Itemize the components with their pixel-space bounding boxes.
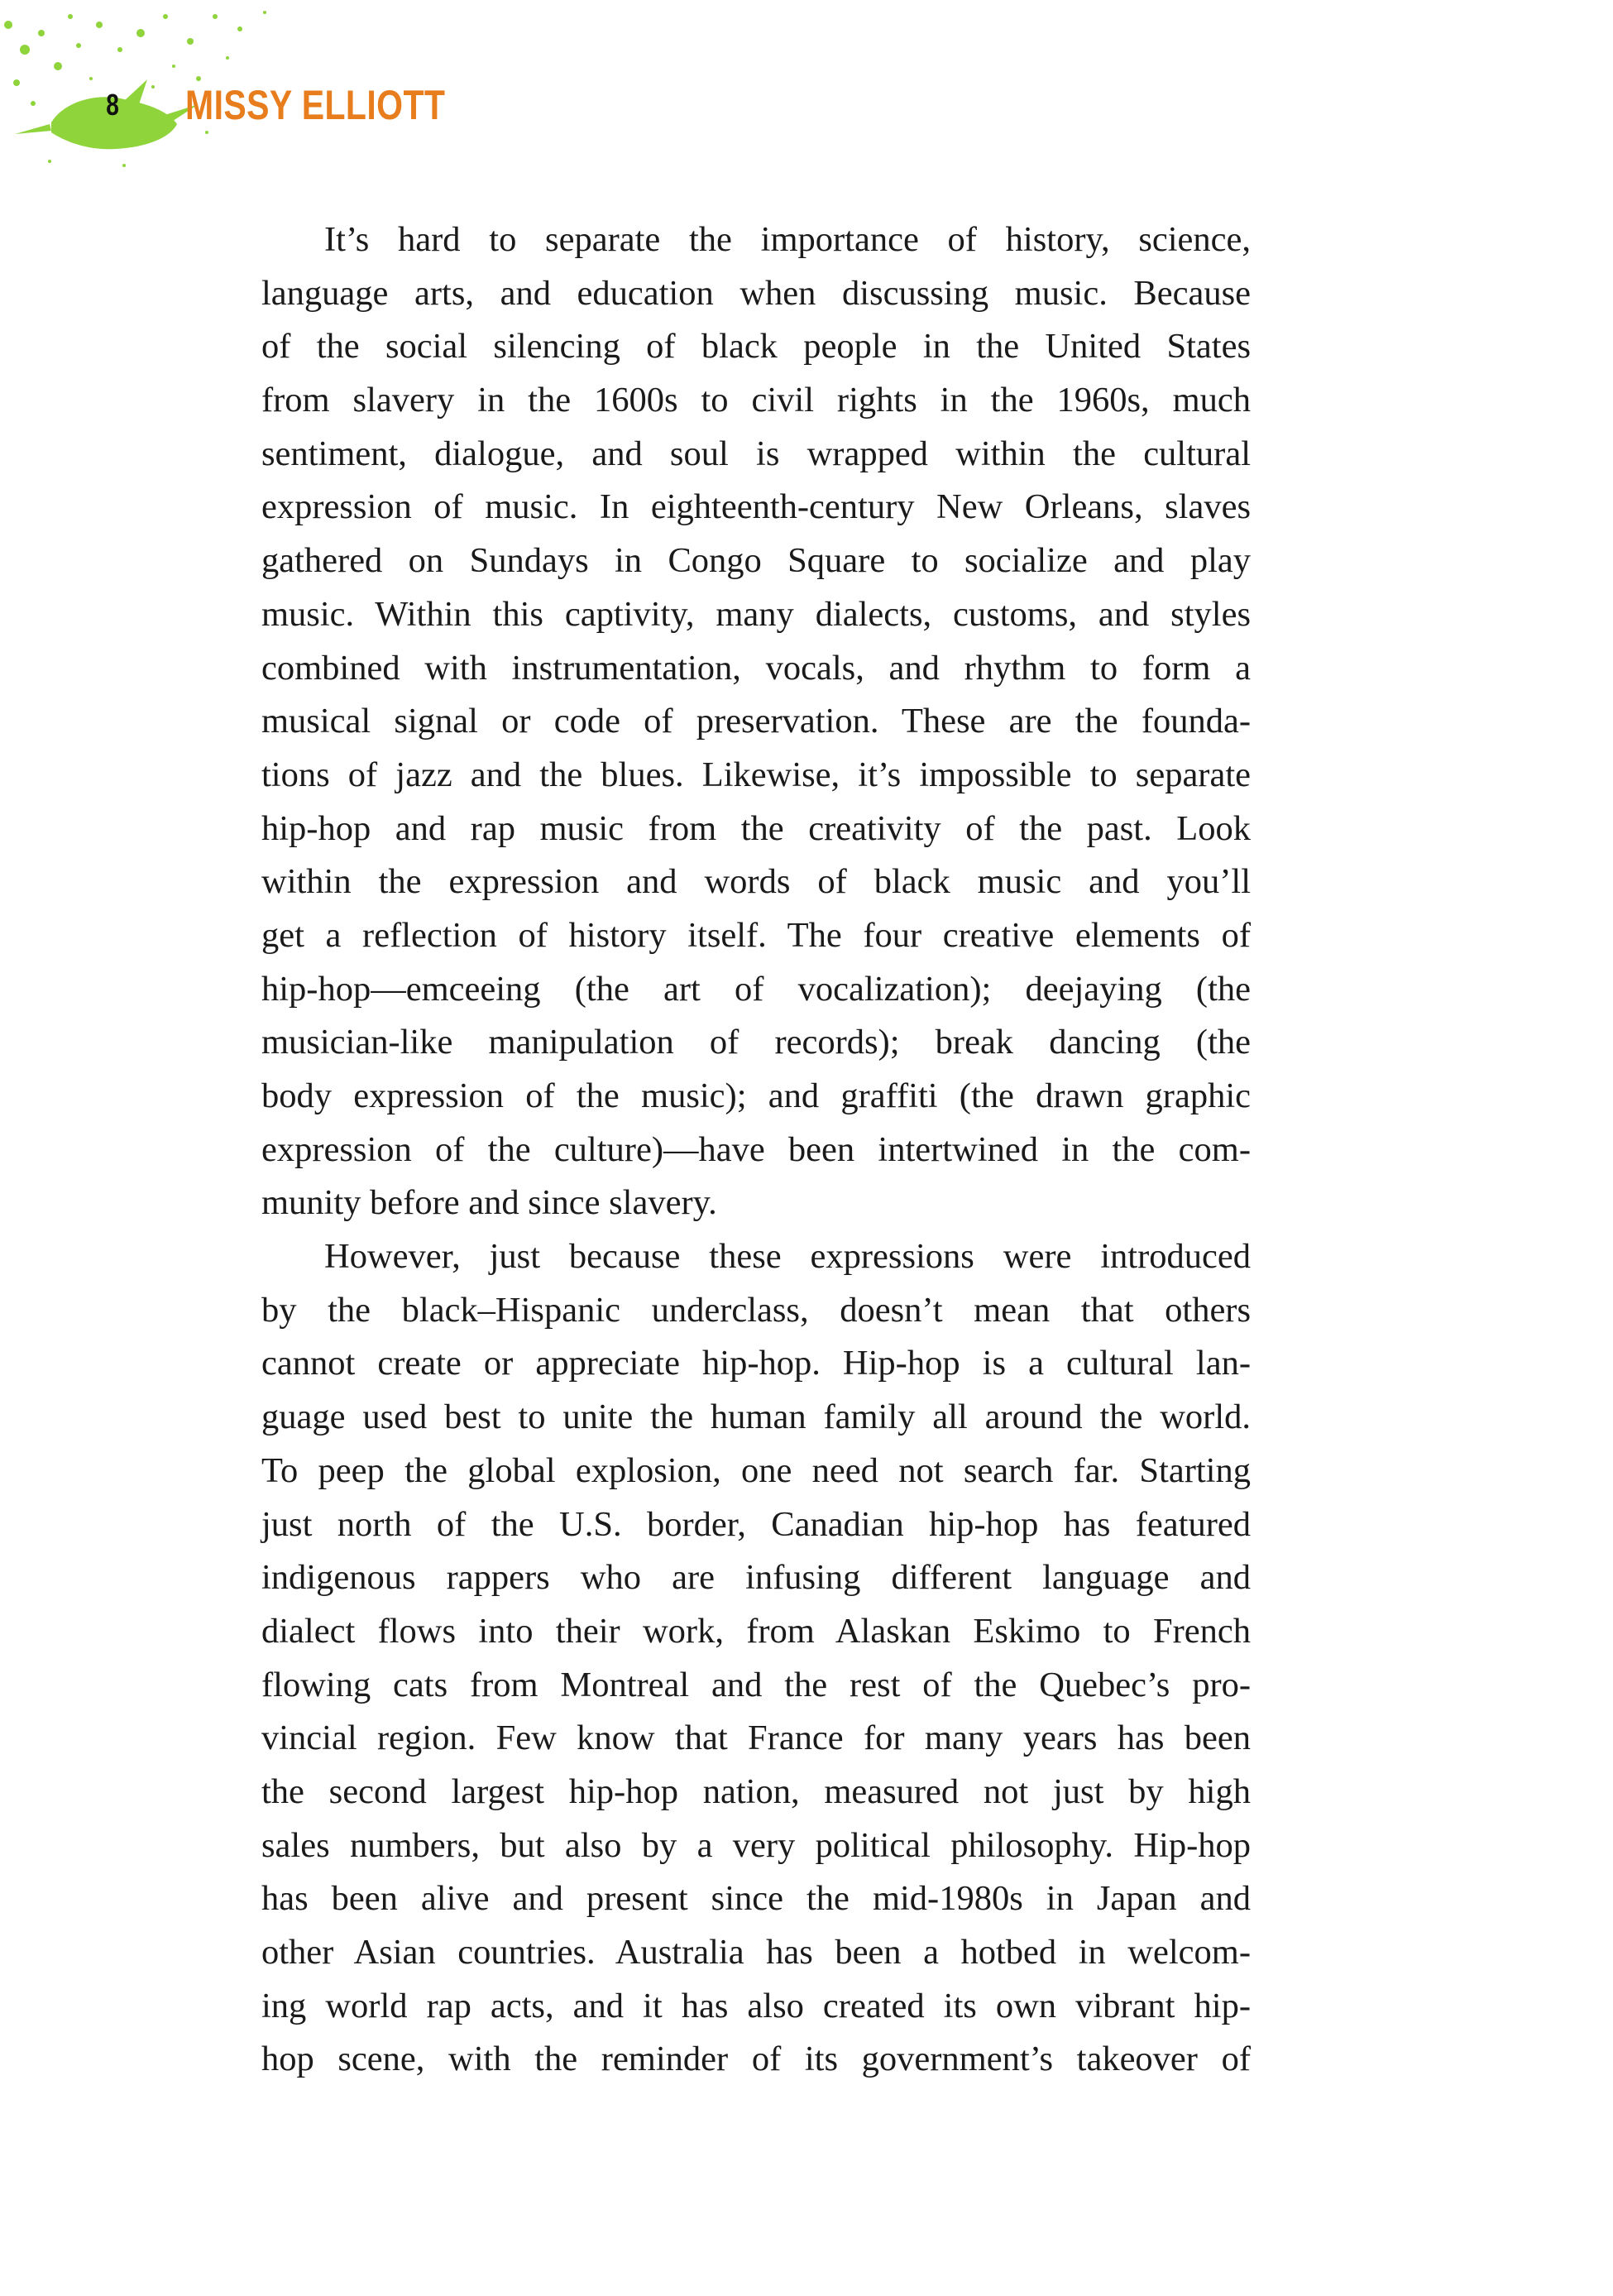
- text-line: hip-hop—emceeing (the art of vocalization); deejaying (the: [261, 969, 1251, 1009]
- text-line: expression of the culture)—have been intertwined in the com-: [261, 1129, 1251, 1169]
- text-line: hip-hop and rap music from the creativity of the past. Look: [261, 808, 1251, 848]
- text-line: To peep the global explosion, one need not search far. Starting: [261, 1450, 1251, 1490]
- book-title: MISSY ELLIOTT: [185, 82, 446, 128]
- text-line: dialect flows into their work, from Alaskan Eskimo to French: [261, 1611, 1251, 1651]
- text-line: ing world rap acts, and it has also created its own vibrant hip-: [261, 1986, 1251, 2025]
- running-head: [0, 76, 744, 134]
- text-line: within the expression and words of black music and you’ll: [261, 862, 1251, 902]
- text-line: hop scene, with the reminder of its government’s takeover of: [261, 2040, 1251, 2079]
- text-line: cannot create or appreciate hip-hop. Hip-hop is a cultural lan-: [261, 1344, 1251, 1383]
- text-line: However, just because these expressions were introduced: [324, 1237, 1251, 1277]
- text-line: from slavery in the 1600s to civil rights in the 1960s, much: [261, 381, 1251, 420]
- text-line: gathered on Sundays in Congo Square to socialize and play: [261, 541, 1251, 581]
- text-line: musician-like manipulation of records); break dancing (the: [261, 1023, 1251, 1062]
- text-line: tions of jazz and the blues. Likewise, it’s impossible to separate: [261, 755, 1251, 794]
- text-line: by the black–Hispanic underclass, doesn’t mean that others: [261, 1290, 1251, 1330]
- text-line: flowing cats from Montreal and the rest of the Quebec’s pro-: [261, 1665, 1251, 1704]
- text-line: has been alive and present since the mid-1980s in Japan and: [261, 1879, 1251, 1919]
- text-line: language arts, and education when discussing music. Because: [261, 273, 1251, 313]
- text-line: indigenous rappers who are infusing different language and: [261, 1558, 1251, 1598]
- text-line: combined with instrumentation, vocals, and rhythm to form a: [261, 648, 1251, 688]
- text-line: just north of the U.S. border, Canadian hip-hop has featured: [261, 1504, 1251, 1544]
- text-line: It’s hard to separate the importance of history, science,: [324, 220, 1251, 259]
- text-line: music. Within this captivity, many dialects, customs, and styles: [261, 594, 1251, 634]
- text-line: vincial region. Few know that France for many years has been: [261, 1718, 1251, 1758]
- text-line: musical signal or code of preservation. These are the founda-: [261, 702, 1251, 741]
- body-text: [261, 213, 1251, 2087]
- text-line: guage used best to unite the human family all around the world.: [261, 1397, 1251, 1437]
- text-line: munity before and since slavery.: [261, 1183, 717, 1223]
- paragraph-1: [261, 213, 1251, 1230]
- text-line: body expression of the music); and graffiti (the drawn graphic: [261, 1076, 1251, 1115]
- text-line: sentiment, dialogue, and soul is wrapped within the cultural: [261, 434, 1251, 473]
- text-line: sales numbers, but also by a very political philosophy. Hip-hop: [261, 1825, 1251, 1865]
- text-line: of the social silencing of black people in the United States: [261, 327, 1251, 367]
- text-line: the second largest hip-hop nation, measured not just by high: [261, 1771, 1251, 1811]
- paragraph-2: [261, 1230, 1251, 2087]
- text-line: other Asian countries. Australia has been a hotbed in welcom-: [261, 1933, 1251, 1972]
- page-number: 8: [106, 88, 119, 122]
- text-line: expression of music. In eighteenth-century New Orleans, slaves: [261, 487, 1251, 527]
- text-line: get a reflection of history itself. The four creative elements of: [261, 915, 1251, 955]
